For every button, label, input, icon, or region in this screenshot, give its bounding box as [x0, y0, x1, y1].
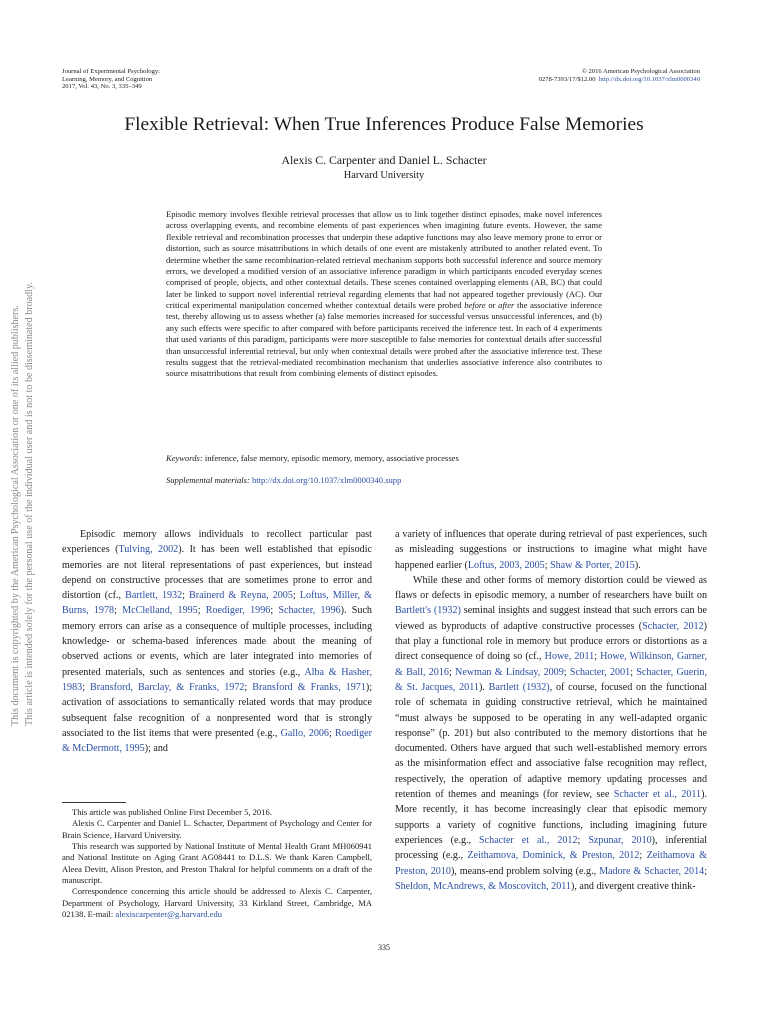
- citation-link[interactable]: McClelland, 1995: [122, 605, 198, 617]
- citation-link[interactable]: Szpunar, 2010: [588, 834, 652, 846]
- citation-link[interactable]: Roediger & McDermott, 1995: [62, 727, 372, 755]
- supplemental-materials: [166, 475, 602, 486]
- citation-link[interactable]: Howe, Wilkinson, Garner, & Ball, 2016: [395, 651, 708, 678]
- keywords-label: Keywords:: [166, 453, 203, 463]
- citation-link[interactable]: Madore & Schacter, 2014: [599, 865, 705, 877]
- abstract-emph-before: before: [464, 300, 486, 310]
- citation-link[interactable]: Schacter, 1996: [278, 605, 341, 617]
- page-number: 335: [378, 943, 390, 952]
- abstract: [166, 209, 602, 380]
- abstract-text: or: [485, 300, 499, 310]
- citation-link[interactable]: Howe, 2011: [544, 651, 595, 663]
- citation-link[interactable]: Bartlett (1932): [488, 681, 550, 693]
- footnote-divider: [62, 802, 126, 803]
- citation-link[interactable]: Sheldon, McAndrews, & Moscovitch, 2011: [395, 880, 571, 892]
- citation-link[interactable]: Zeithamova, Dominick, & Preston, 2012: [467, 850, 640, 862]
- body-paragraph: a variety of influences that operate during retrieval of past experiences, such as misleading suggestions or instructions to imagine what might have happened earlier (Loftus, 2003, 2005; Shaw & Porter, 2015).: [395, 529, 707, 571]
- journal-name-line2: Learning, Memory, and Cognition: [62, 75, 153, 83]
- author-notes: [62, 807, 372, 920]
- citation-link[interactable]: Roediger, 1996: [205, 605, 271, 617]
- citation-link[interactable]: Alba & Hasher, 1983: [62, 666, 372, 693]
- copyright-header: [440, 68, 700, 83]
- issn: 0278-7393/17/$12.00: [538, 75, 596, 83]
- citation-link[interactable]: Loftus, 2003, 2005: [467, 559, 545, 571]
- citation-link[interactable]: Bartlett's (1932): [395, 605, 461, 617]
- citation-link[interactable]: Bransford & Franks, 1971: [252, 681, 366, 693]
- supplemental-link[interactable]: http://dx.doi.org/10.1037/xlm0000340.supp: [251, 475, 402, 485]
- citation-link[interactable]: Shaw & Porter, 2015: [550, 559, 635, 571]
- author-note: Alexis C. Carpenter and Daniel L. Schacter, Department of Psychology and Center for Brain Science, Harvard University.: [62, 818, 372, 840]
- authors: Alexis C. Carpenter and Daniel L. Schacter: [281, 153, 487, 167]
- issn-doi-line: [440, 76, 700, 84]
- citation-link[interactable]: Schacter, 2001: [569, 666, 631, 678]
- author-note: Correspondence concerning this article should be addressed to Alexis C. Carpenter, Department of Psychology, Harvard University, 33 Kirkland Street, Cambridge, MA 02138. E-mail: alexiscarpenter@g.harvard.edu: [62, 886, 372, 920]
- citation-link[interactable]: Tulving, 2002: [118, 544, 179, 556]
- body-paragraph: Episodic memory allows individuals to recollect particular past experiences (Tulving, 2002). It has been well established that episodic memories are not literal representations of past experiences, but instead depend on constructive processes that are sometimes prone to error and distortion (cf., Bartlett, 1932; Brainerd & Reyna, 2005; Loftus, Miller, & Burns, 1978; McClelland, 1995; Roediger, 1996; Schacter, 1996). Such memory errors can arise as a consequence of multiple processes, including knowledge- or schema-based inferences made about the meaning of observed actions or events, which are later integrated into memories of presented materials, such as sentences and stories (e.g., Alba & Hasher, 1983; Bransford, Barclay, & Franks, 1972; Bransford & Franks, 1971); activation of associations to semantically related words that may produce subsequent false recognition of a nonpresented word that is strongly associated to the list items that were presented (e.g., Gallo, 2006; Roediger & McDermott, 1995); and: [62, 529, 373, 755]
- journal-name-line1: Journal of Experimental Psychology:: [62, 68, 160, 75]
- abstract-text: Episodic memory involves flexible retrieval processes that allow us to link together distinct episodes, make novel inferences across overlapping events, and recombine elements of past experiences when imagining future events. However, the same flexible retrieval and recombination processes that underpin these adaptive functions may also leave memory prone to error or distortion, such as source misattributions in which details of one event are mistakenly attributed to another related event. To determine whether the same recombination-related retrieval mechanism supports both successful inference and source memory errors, we developed a modified version of an associative inference paradigm in which participants encoded everyday scenes comprised of people, objects, and other contextual details. These scenes contained overlapping elements (AB, BC) that could later be linked to support novel inferential retrieval regarding elements that had not appeared together previously (AC). Our critical experimental manipulation concerned whether contextual details were probed: [166, 209, 602, 310]
- citation-link[interactable]: Bartlett, 1932: [125, 590, 183, 602]
- keywords: [166, 453, 602, 464]
- author-note: This article was published Online First December 5, 2016.: [72, 807, 272, 817]
- citation-link[interactable]: Schacter et al., 2012: [479, 834, 578, 846]
- citation-link[interactable]: Newman & Lindsay, 2009: [455, 666, 564, 678]
- abstract-emph-after: after: [498, 300, 515, 310]
- citation-link[interactable]: Loftus, Miller, & Burns, 1978: [62, 590, 372, 617]
- email-link[interactable]: alexiscarpenter@g.harvard.edu: [115, 909, 223, 920]
- usage-side-notice: This article is intended solely for the personal use of the individual user and is not to be disseminated broadly.: [24, 282, 35, 726]
- citation-link[interactable]: Schacter, 2012: [642, 620, 704, 632]
- copyright-side-notice: This document is copyrighted by the American Psychological Association or one of its allied publishers.: [10, 305, 21, 726]
- citation-link[interactable]: Schacter, Guerin, & St. Jacques, 2011: [395, 666, 707, 693]
- citation-link[interactable]: Brainerd & Reyna, 2005: [189, 590, 293, 602]
- body-column-left: [62, 527, 372, 756]
- copyright-line: © 2016 American Psychological Association: [581, 68, 700, 75]
- journal-header: [62, 68, 262, 91]
- affiliation: Harvard University: [343, 170, 425, 181]
- citation-link[interactable]: Zeithamova & Preston, 2010: [395, 850, 707, 877]
- supplemental-label: Supplemental materials:: [166, 475, 250, 485]
- citation-link[interactable]: Gallo, 2006: [280, 727, 329, 739]
- journal-volume: 2017, Vol. 43, No. 3, 335–349: [62, 83, 142, 91]
- abstract-text: the associative inference test, thereby allowing us to assess whether (a) false memories increased for successful versus unsuccessful inferences, and (b) any such effects were specific to after compared with before participants received the inference test. In each of 4 experiments that used variants of this paradigm, participants were more susceptible to false memories for contextual details after successful than unsuccessful inferential retrieval, but only when contextual details were probed after the associative inference test. These results suggest that the retrieval-mediated recombination mechanism that underlies associative inference also contributes to source misattributions that result from combining elements of distinct episodes.: [166, 300, 603, 379]
- doi-link[interactable]: http://dx.doi.org/10.1037/xlm0000340: [598, 75, 700, 83]
- paper-title: Flexible Retrieval: When True Inferences Produce False Memories: [124, 114, 644, 135]
- citation-link[interactable]: Schacter et al., 2011: [613, 789, 702, 801]
- body-column-right: [395, 527, 707, 894]
- body-paragraph: While these and other forms of memory distortion could be viewed as flaws or defects in episodic memory, a number of researchers have built on Bartlett's (1932) seminal insights and suggest instead that such errors can be viewed as byproducts of adaptive constructive processes (Schacter, 2012) that play a functional role in memory but produce errors or distortions as a direct consequence of doing so (cf., Howe, 2011; Howe, Wilkinson, Garner, & Ball, 2016; Newman & Lindsay, 2009; Schacter, 2001; Schacter, Guerin, & St. Jacques, 2011). Bartlett (1932), of course, focused on the functional role of schemata in guiding constructive retrieval, which he maintained “must always be supposed to be operating in any well-adapted organic response” (p. 201) but also contributed to the memory distortions that he documented. Others have argued that such well-established memory errors as the misinformation effect and associative false recognition may reflect, respectively, the operation of adaptive memory updating processes and retention of themes and meanings (for review, see Schacter et al., 2011). More recently, it has become increasingly clear that episodic memory supports a variety of cognitive functions, including imagining future experiences (e.g., Schacter et al., 2012; Szpunar, 2010), inferential processing (e.g., Zeithamova, Dominick, & Preston, 2012; Zeithamova & Preston, 2010), means-end problem solving (e.g., Madore & Schacter, 2014; Sheldon, McAndrews, & Moscovitch, 2011), and divergent creative think-: [395, 574, 708, 892]
- author-note: This research was supported by National Institute of Mental Health Grant MH060941 and National Institute on Aging Grant AG08441 to D.L.S. We thank Karen Campbell, Aleea Devitt, Alison Preston, and Preston Thakral for helpful comments on a draft of the manuscript.: [62, 841, 372, 886]
- keywords-list: inference, false memory, episodic memory, memory, associative processes: [204, 453, 459, 463]
- citation-link[interactable]: Bransford, Barclay, & Franks, 1972: [90, 681, 245, 693]
